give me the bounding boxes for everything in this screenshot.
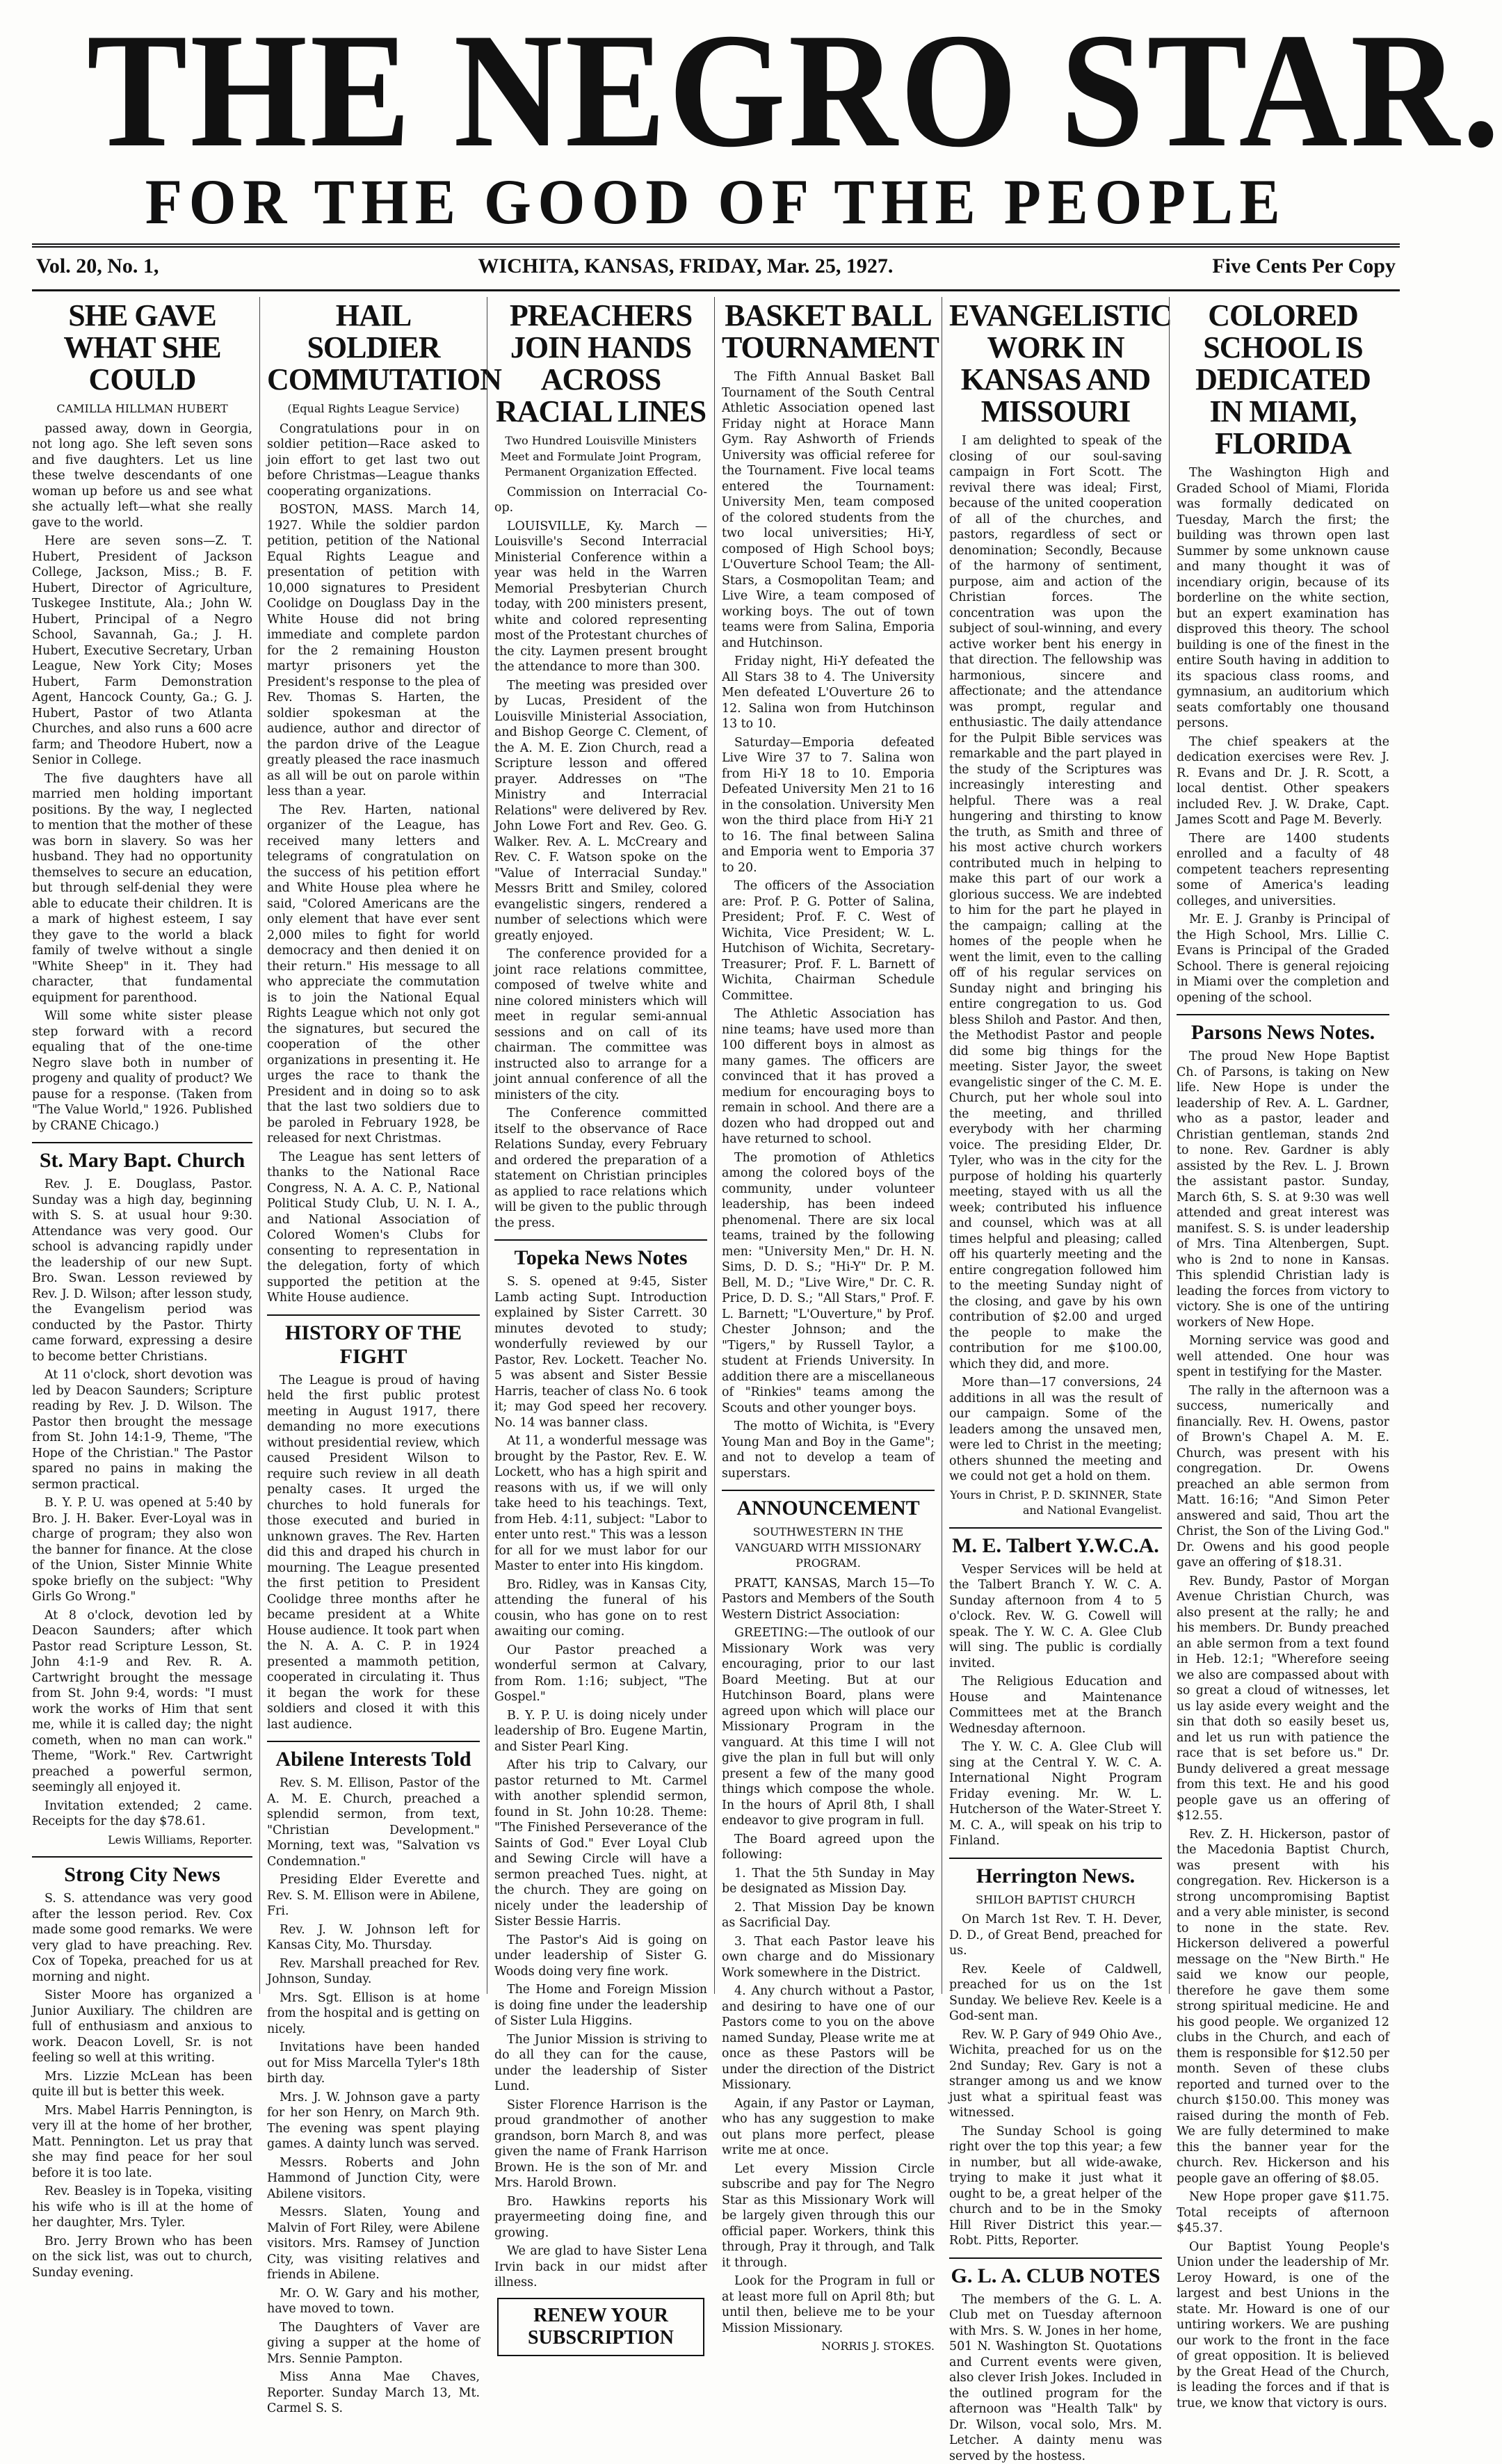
paragraph: Again, if any Pastor or Layman, who has any suggestion to make out plans more perfect, please write me at once.	[722, 2096, 935, 2159]
paragraph: At 11, a wonderful message was brought by the Pastor, Rev. E. W. Lockett, who has a high spirit and reasons with us, if we will only take heed to his teachings. Text, from Heb. 4:11, subject: "Labor to enter unto rest." This was a lesson for all for we must labor for our Master to enter into His kingdom.	[494, 1433, 707, 1575]
article-body	[267, 1775, 480, 2417]
paragraph: The Rev. Harten, national organizer of the League, has received many letters and telegrams of congratulation on the success of his petition effort and White House plea where he said, "Colored Americans are the only element that have ever sent 2,000 miles to fight for world democracy and then denied it on their return." His message to all who appreciate the commutation is to join the National Equal Rights League which not only got the signatures, but secured the cooperation of the other organizations in presenting it. He urges the race to thank the President and in doing so to ask that the last two soldiers due to be paroled in February 1928, be released for next Christmas.	[267, 803, 480, 1147]
paragraph: Mrs. Sgt. Ellison is at home from the hospital and is getting on nicely.	[267, 1990, 480, 2038]
paragraph: S. S. opened at 9:45, Sister Lamb acting Supt. Introduction explained by Sister Carrett. 30 minutes devoted to study; wonderfully reviewed by our Pastor, Rev. Lockett. Teacher No. 5 was absent and Sister Bessie Harris, teacher of class No. 6 took it; may God speed her recovery. No. 14 was banner class.	[494, 1274, 707, 1431]
paragraph: Presiding Elder Everette and Rev. S. M. Ellison were in Abilene, Fri.	[267, 1872, 480, 1919]
article-body	[949, 2292, 1162, 2464]
paragraph: Rev. J. W. Johnson left for Kansas City, Mo. Thursday.	[267, 1922, 480, 1954]
paragraph: Mrs. Lizzie McLean has been quite ill but is better this week.	[32, 2069, 252, 2100]
subhead-history: HISTORY OF THE FIGHT	[267, 1314, 480, 1369]
paragraph: The League is proud of having held the first public protest meeting in August 1917, there demanding no more executions without presidential review, which caused President Wilson to require such review in all death penalty cases. It urged the churches to hold funerals for those executed and buried in unknown graves. The Rev. Harten did this and draped his church in mourning. The League presented the first petition to President Coolidge three months after he became president at a White House audience. It took part when the N. A. A. C. P. in 1924 presented a mammoth petition, cooperated in circulating it. Thus it began the work for these soldiers and closed it with this last audience.	[267, 1373, 480, 1733]
paragraph: Mrs. J. W. Johnson gave a party for her son Henry, on March 9th. The evening was spent playing games. A dainty lunch was served.	[267, 2090, 480, 2152]
paragraph: Sister Moore has organized a Junior Auxiliary. The children are full of enthusiasm and anxious to work. Deacon Lovell, Sr. is not feeling so well at this writing.	[32, 1988, 252, 2066]
column-2	[259, 297, 487, 1994]
paragraph: Our Baptist Young People's Union under the leadership of Mr. Leroy Howard, is one of the largest and best Unions in the state. Mr. Howard is one of our untiring workers. We are pushing our work to the front in the face of great opposition. It is believed by the Great Head of the Church, is leading the forces and if that is true, we know that victory is ours.	[1177, 2239, 1389, 2412]
paragraph: Friday night, Hi-Y defeated the All Stars 38 to 4. The University Men defeated L'Ouverture 26 to 12. Salina won from Hutchinson 13 to 10.	[722, 654, 935, 732]
renew-subscription-box: RENEW YOUR SUBSCRIPTION	[497, 2298, 704, 2356]
volume-number: Vol. 20, No. 1,	[36, 255, 159, 278]
subhead-gla-club: G. L. A. CLUB NOTES	[949, 2257, 1162, 2288]
article-body	[267, 421, 480, 1306]
paragraph: The meeting was presided over by Lucas, President of the Louisville Ministerial Association, and Bishop George C. Clement, of the A. M. E. Zion Church, read a Scripture lesson and offered prayer. Addresses on "The Ministry and Interracial Relations" were delivered by Rev. John Lowe Fort and Rev. Geo. G. Walker. Rev. A. L. McCreary and Rev. C. F. Watson spoke on the "Value of Interracial Sunday." Messrs Britt and Smiley, colored evangelistic singers, rendered a number of selections which were greatly enjoyed.	[494, 678, 707, 944]
subhead-topeka: Topeka News Notes	[494, 1239, 707, 1270]
paragraph: S. S. attendance was very good after the lesson period. Rev. Cox made some good remarks. We were very glad to have preaching. Rev. Cox of Topeka, preached for us at morning and night.	[32, 1891, 252, 1985]
paragraph: At 8 o'clock, devotion led by Deacon Saunders; after which Pastor read Scripture Lesson, St. John 4:1-9 and Rev. R. A. Cartwright brought the message from St. John 9:4, words: "I must work the works of Him that sent me, while it is called day; the night cometh, when no man can work." Theme, "Work." Rev. Cartwright preached a powerful sermon, seemingly all enjoyed it.	[32, 1608, 252, 1796]
paragraph: Rev. Beasley is in Topeka, visiting his wife who is ill at the home of her daughter, Mrs. Tyler.	[32, 2184, 252, 2231]
paragraph: The conference provided for a joint race relations committee, composed of twelve white and nine colored ministers which will meet in regular semi-annual sessions and on call of its chairman. The committee was instructed also to arrange for a joint annual conference of all the ministers of the city.	[494, 947, 707, 1103]
column-4	[714, 297, 942, 1994]
byline-louisville: Two Hundred Louisville Ministers Meet and Formulate Joint Program, Permanent Organization Effected.	[494, 433, 707, 481]
paragraph: Our Pastor preached a wonderful sermon at Calvary, from Rom. 1:16; subject, "The Gospel."	[494, 1643, 707, 1705]
paragraph: The promotion of Athletics among the colored boys of the community, under volunteer leadership, has been indeed phenomenal. There are six local teams, trained by the following men: "University Men," Dr. H. N. Sims, D. D. S.; "Hi-Y" Dr. P. M. Bell, M. D.; "Live Wire," Dr. C. R. Price, D. D. S.; "All Stars," Prof. F. L. Barnett; "L'Ouverture," by Prof. Chester Johnson; and the "Tigers," by Russell Taylor, a student at Friends University. In addition there are a miscellaneous of "Rinkies" teams among the Scouts and other younger boys.	[722, 1150, 935, 1417]
subhead-herrington: Herrington News.	[949, 1858, 1162, 1888]
paragraph: The League has sent letters of thanks to the National Race Congress, N. A. A. C. P., National Political Study Club, U. N. I. A., and National Association of Colored Women's Clubs for consenting to representation in the delegation, forty of which supported the petition at the White House audience.	[267, 1150, 480, 1306]
article-body	[267, 1373, 480, 1733]
headline-she-gave: SHE GAVE WHAT SHE COULD	[32, 300, 252, 396]
column-5	[942, 297, 1169, 1994]
paragraph: The Junior Mission is striving to do all they can for the cause, under the leadership of Sister Lund.	[494, 2032, 707, 2095]
paragraph: After his trip to Calvary, our pastor returned to Mt. Carmel with another splendid sermon, found in St. John 10:28. Theme: "The Finished Perseverance of the Saints of God." Ever Loyal Club and Sewing Circle will have a sermon preached Tues. night, at the church. They are going on nicely under the leadership of Sister Bessie Harris.	[494, 1757, 707, 1930]
paragraph: Rev. Z. H. Hickerson, pastor of the Macedonia Baptist Church, was present with his congregation. Rev. Hickerson is a strong uncompromising Baptist and a very able minister, is second to none in the state. Rev. Hickerson delivered a powerful message on the "New Birth." He said we know our people, therefore he gave them some strong spiritual medicine. He and his good people. We organized 12 clubs in the Church, and each of them is responsible for $12.50 per month. Seven of these clubs reported and turned over to the church $150.00. This money was raised during the month of Feb. We are fully determined to make this the banner year for the church. Rev. Hickerson and his people gave an offering of $8.05.	[1177, 1827, 1389, 2187]
paragraph: The Fifth Annual Basket Ball Tournament of the South Central Athletic Association opened last Friday night at Horace Mann Gym. Ray Ashworth of Friends University was official referee for the Tournament. Five local teams entered the Tournament: University Men, team composed of the colored students from the two local universities; Hi-Y, composed of High School boys; L'Ouverture School Team; the All-Stars, a Cosmopolitan Team; and Live Wire, a team composed of working boys. The out of town teams were from Salina, Emporia and Hutchinson.	[722, 369, 935, 651]
paragraph: Invitation extended; 2 came. Receipts for the day $78.61.	[32, 1798, 252, 1830]
paragraph: PRATT, KANSAS, March 15—To Pastors and Members of the South Western District Association:	[722, 1576, 935, 1623]
paragraph: Bro. Hawkins reports his prayermeeting doing fine, and growing.	[494, 2194, 707, 2241]
headline-evangelistic: EVANGELISTIC WORK IN KANSAS AND MISSOURI	[949, 300, 1162, 428]
paragraph: The motto of Wichita, is "Every Young Man and Boy in the Game"; and not to develop a team of superstars.	[722, 1419, 935, 1481]
paragraph: LOUISVILLE, Ky. March — Louisville's Second Interracial Ministerial Conference within a year was held in the Warren Memorial Presbyterian Church today, with 200 ministers present, white and colored representing most of the Protestant churches of the city. Laymen present brought the attendance to more than 300.	[494, 519, 707, 675]
paragraph: passed away, down in Georgia, not long ago. She left seven sons and five daughters. Let us line these twelve descendants of one woman up before us and see what she actually left—what she really gave to the world.	[32, 421, 252, 531]
paragraph: The Board agreed upon the following:	[722, 1832, 935, 1863]
column-3	[487, 297, 714, 1994]
article-body	[949, 433, 1162, 1485]
paragraph: On March 1st Rev. T. H. Dever, D. D., of Great Bend, preached for us.	[949, 1912, 1162, 1959]
article-body	[722, 369, 935, 1481]
masthead-subtitle: FOR THE GOOD OF THE PEOPLE	[66, 168, 1366, 235]
subhead-ywca: M. E. Talbert Y.W.C.A.	[949, 1527, 1162, 1558]
paragraph: BOSTON, MASS. March 14, 1927. While the soldier pardon petition, petition of the National Equal Rights League and presentation of petition with 10,000 signatures to President Coolidge on Douglass Day in the White House did not bring immediate and complete pardon for the 2 remaining Houston martyr prisoners yet the President's response to the plea of Rev. Thomas S. Harten, the soldier spokesman at the audience, author and director of the pardon drive of the League greatly pleased the race inasmuch as all will be out on parole within less than a year.	[267, 502, 480, 800]
article-body	[949, 1912, 1162, 2249]
price: Five Cents Per Copy	[1212, 255, 1396, 278]
article-body	[949, 1562, 1162, 1849]
paragraph: The Y. W. C. A. Glee Club will sing at the Central Y. W. C. A. International Night Program Friday evening. Mr. W. L. Hutcherson of the Water-Street Y. M. C. A., will speak on his trip to Finland.	[949, 1739, 1162, 1849]
byline-league: (Equal Rights League Service)	[267, 401, 480, 417]
masthead	[32, 14, 1400, 243]
paragraph: B. Y. P. U. was opened at 5:40 by Bro. J. H. Baker. Ever-Loyal was in charge of program; they also won the banner for finance. At the close of the Union, Sister Minnie White spoke briefly on the subject: "Why Girls Go Wrong."	[32, 1495, 252, 1605]
paragraph: Mrs. Mabel Harris Pennington, is very ill at the home of her brother, Matt. Pennington. Let us pray that she may find peace for her soul before it is too late.	[32, 2103, 252, 2182]
paragraph: We are glad to have Sister Lena Irvin back in our midst after illness.	[494, 2244, 707, 2291]
paragraph: The members of the G. L. A. Club met on Tuesday afternoon with Mrs. S. W. Jones in her home, 501 N. Washington St. Quotations and Current events were given, also clever Irish Jokes. Included in the outlined program for the afternoon was "Health Talk" by Dr. Wilson, vocal solo, Mrs. M. Letcher. A dainty menu was served by the hostess.	[949, 2292, 1162, 2464]
paragraph: Rev. Marshall preached for Rev. Johnson, Sunday.	[267, 1956, 480, 1988]
paragraph: Commission on Interracial Co-op.	[494, 485, 707, 516]
paragraph: The Sunday School is going right over the top this year; a few in number, but all wide-awake, trying to make it just what it ought to be, a great helper of the church and to be in the Smoky Hill River District this year.—Robt. Pitts, Reporter.	[949, 2124, 1162, 2249]
byline-camilla: CAMILLA HILLMAN HUBERT	[32, 401, 252, 417]
article-body	[32, 421, 252, 1134]
paragraph: More than—17 conversions, 24 additions in all was the result of our campaign. Some of the leaders among the unsaved men, were led to Christ in the meeting; others shunned the meeting and we could not get a hold on them.	[949, 1375, 1162, 1485]
subhead-st-mary: St. Mary Bapt. Church	[32, 1142, 252, 1173]
paragraph: The Religious Education and House and Maintenance Committees met at the Branch Wednesday afternoon.	[949, 1674, 1162, 1737]
byline-shiloh: SHILOH BAPTIST CHURCH	[949, 1892, 1162, 1908]
paragraph: Here are seven sons—Z. T. Hubert, President of Jackson College, Jackson, Miss.; B. F. Hubert, Director of Agriculture, Tuskegee Institute, Ala.; John W. Hubert, Principal of a Negro School, Savannah, Ga.; J. H. Hubert, Executive Secretary, Urban League, New York City; Moses Hubert, Farm Demonstration Agent, Hancock County, Ga.; G. J. Hubert, Pastor of two Atlanta Churches, and also runs a 600 acre farm; and Theodore Hubert, now a Senior in College.	[32, 533, 252, 768]
headline-basketball: BASKET BALL TOURNAMENT	[722, 300, 935, 364]
dateline	[32, 252, 1400, 291]
paragraph: Messrs. Roberts and John Hammond of Junction City, were Abilene visitors.	[267, 2155, 480, 2203]
paragraph: The five daughters have all married men holding important positions. By the way, I neglected to mention that the mother of these was born in slavery. So was her husband. They had no opportunity themselves to secure an education, but through self-denial they were able to educate their children. It is a mark of highest esteem, I say they gave to the world a black family of twelve without a single "White Sheep" in it. They had character, that fundamental equipment for parenthood.	[32, 771, 252, 1006]
article-body	[722, 1576, 935, 2337]
columns	[32, 297, 1400, 1994]
paragraph: Will some white sister please step forward with a record equaling that of the one-time Negro slave both in number of progeny and quality of product? We pause for a response. (Taken from "The Value World," 1926. Published by CRANE Chicago.)	[32, 1008, 252, 1134]
paragraph: The Washington High and Graded School of Miami, Florida was formally dedicated on Tuesday, March the first; the building was thrown open last Summer by some unknown cause and many thought it was of incendiary origin, because of its borderline on the white section, but an expert examination has disproved this theory. The school building is one of the finest in the entire South having in addition to its spacious class rooms, and gymnasium, an auditorium which seats comfortably one thousand persons.	[1177, 465, 1389, 732]
paragraph: There are 1400 students enrolled and a faculty of 48 competent teachers representing some of America's leading colleges, and universities.	[1177, 831, 1389, 910]
article-body	[32, 1177, 252, 1830]
article-body	[1177, 1049, 1389, 2411]
paragraph: The Daughters of Vaver are giving a supper at the home of Mrs. Sennie Pampton.	[267, 2320, 480, 2367]
paragraph: Messrs. Slaten, Young and Malvin of Fort Riley, were Abilene visitors. Mrs. Ramsey of Junction City, was visiting relatives and friends in Abilene.	[267, 2205, 480, 2283]
headline-miami-school: COLORED SCHOOL IS DEDICATED IN MIAMI, FLORIDA	[1177, 300, 1389, 460]
paragraph: Let every Mission Circle subscribe and pay for The Negro Star as this Missionary Work will be largely given through this our official paper. Workers, think this through, Pray it through, and Talk it through.	[722, 2161, 935, 2271]
paragraph: Mr. E. J. Granby is Principal of the High School, Mrs. Lillie C. Evans is Principal of the Graded School. There is general rejoicing in Miami over the completion and opening of the school.	[1177, 912, 1389, 1006]
paragraph: Sister Florence Harrison is the proud grandmother of another grandson, born March 8, and was given the name of Frank Harrison Brown. He is the son of Mr. and Mrs. Harold Brown.	[494, 2097, 707, 2191]
signature-skinner: Yours in Christ, P. D. SKINNER, State and National Evangelist.	[949, 1488, 1162, 1519]
column-6	[1169, 297, 1396, 1994]
paragraph: Vesper Services will be held at the Talbert Branch Y. W. C. A. Sunday afternoon from 4 to 5 o'clock. Rev. W. G. Cowell will speak. The Y. W. C. A. Glee Club will sing. The public is cordially invited.	[949, 1562, 1162, 1672]
subhead-announcement: ANNOUNCEMENT	[722, 1490, 935, 1520]
paragraph: 1. That the 5th Sunday in May be designated as Mission Day.	[722, 1866, 935, 1897]
paragraph: B. Y. P. U. is doing nicely under leadership of Bro. Eugene Martin, and Sister Pearl King.	[494, 1708, 707, 1755]
paragraph: Bro. Ridley, was in Kansas City, attending the funeral of his cousin, who has gone on to rest awaiting our coming.	[494, 1577, 707, 1640]
headline-preachers: PREACHERS JOIN HANDS ACROSS RACIAL LINES	[494, 300, 707, 428]
paragraph: The Athletic Association has nine teams; have used more than 100 different boys in almost as many games. The officers are convinced that it has proved a medium for encouraging boys to remain in school. And there are a dozen who had dropped out and have returned to school.	[722, 1006, 935, 1148]
paragraph: The rally in the afternoon was a success, numerically and financially. Rev. H. Owens, pastor of Brown's Chapel A. M. E. Church, was present with his congregation. Dr. Owens preached an able sermon from Matt. 16:16; "And Simon Peter answered and said, Thou art the Christ, the Son of the Living God." Dr. Owens and his good people gave an offering of $18.31.	[1177, 1383, 1389, 1571]
paragraph: I am delighted to speak of the closing of our soul-saving campaign in Fort Scott. The revival there was ideal; First, because of the united cooperation of all of the churches, and pastors, regardless of sect or denomination; Secondly, Because of the harmony of sentiment, purpose, aim and action of the Christian forces. The concentration was upon the subject of soul-winning, and every active worker bent his energy in that direction. The fellowship was harmonious, sincere and affectionate; and the attendance was prompt, regular and enthusiastic. The daily attendance for the Pulpit Bible services was remarkable and the part played in the study of the Scriptures was increasingly interesting and helpful. There was a real hungering and thirsting to know the truth, as Smith and three of his most active church workers contributed much in helping to make this part of our work a glorious success. We are indebted to him for the part he played in the campaign; calling at the homes of the people when he went the limit, even to the calling off of his regular services on Sunday night and bringing his entire congregation to us. God bless Shiloh and Pastor. And then, the Methodist Pastor and people did some big things for the meeting. Sister Jayor, the sweet evangelistic singer of the C. M. E. Church, put her whole soul into the meeting, and thrilled everybody with her charming voice. The presiding Elder, Dr. Tyler, who was in the city for the purpose of holding his quarterly meeting, stayed with us all the week; contributed his influence and counsel, which was at all times helpful and pleasing; called off his quarterly meeting and the entire congregation followed him to the meeting Sunday night of the closing, and gave by his own contribution of $2.00 and urged the people to make the contribution for me $100.00, which they did, and more.	[949, 433, 1162, 1372]
paragraph: At 11 o'clock, short devotion was led by Deacon Saunders; Scripture reading by Rev. J. D. Wilson. The Pastor then brought the message from St. John 14:1-9, Theme, "The Hope of the Christian." The Pastor spared no pains in making the sermon practical.	[32, 1367, 252, 1492]
paragraph: Congratulations pour in on soldier petition—Race asked to join effort to get last two out before Christmas—League thanks cooperating organizations.	[267, 421, 480, 500]
article-body	[1177, 465, 1389, 1006]
paragraph: Rev. J. E. Douglass, Pastor. Sunday was a high day, beginning with S. S. at usual hour 9:30. Attendance was very good. Our school is advancing rapidly under the leadership of our new Supt. Bro. Swan. Lesson reviewed by Rev. J. D. Wilson; after lesson study, the Evangelism period was conducted by the Pastor. Thirty came forward, expressing a desire to become better Christians.	[32, 1177, 252, 1364]
paragraph: The Home and Foreign Mission is doing fine under the leadership of Sister Lula Higgins.	[494, 1982, 707, 2029]
paragraph: 2. That Mission Day be known as Sacrificial Day.	[722, 1900, 935, 1931]
masthead-title: THE NEGRO STAR.	[87, 14, 1346, 168]
reporter-signature: Lewis Williams, Reporter.	[32, 1833, 252, 1849]
paragraph: The proud New Hope Baptist Ch. of Parsons, is taking on New life. New Hope is under the leadership of Rev. A. L. Gardner, who as a pastor, leader and Christian gentleman, stands 2nd to none. Rev. Gardner is ably assisted by the Rev. L. J. Brown the assistant pastor. Sunday, March 6th, S. S. at 9:30 was well attended and great interest was manifest. S. S. is under leadership of Mrs. Tina Altenbergen, Supt. who is 2nd to none in Kansas. This splendid Christian lady is leading the forces from victory to victory. She is one of the untiring workers of New Hope.	[1177, 1049, 1389, 1330]
paragraph: Bro. Jerry Brown who has been on the sick list, was out to church, Sunday evening.	[32, 2234, 252, 2281]
paragraph: 4. Any church without a Pastor, and desiring to have one of our Pastors come to you on the above named Sunday, Please write me at once as these Pastors will be under the direction of the District Missionary.	[722, 1983, 935, 2093]
paragraph: Look for the Program in full or at least more full on April 8th; but until then, believe me to be your Mission Missionary.	[722, 2273, 935, 2336]
masthead-rule	[32, 243, 1400, 248]
place-date: WICHITA, KANSAS, FRIDAY, Mar. 25, 1927.	[478, 255, 893, 278]
column-1	[32, 297, 259, 1994]
subhead-parsons: Parsons News Notes.	[1177, 1014, 1389, 1045]
paragraph: Saturday—Emporia defeated Live Wire 37 to 7. Salina won from Hi-Y 18 to 10. Emporia Defeated University Men 21 to 16 in the consolation. University Men won the third place from Hi-Y 21 to 16. The final between Salina and Emporia went to Emporia 37 to 20.	[722, 735, 935, 876]
article-body	[494, 485, 707, 1232]
paragraph: Rev. Keele of Caldwell, preached for us on the 1st Sunday. We believe Rev. Keele is a God-sent man.	[949, 1962, 1162, 2024]
paragraph: Rev. Bundy, Pastor of Morgan Avenue Christian Church, was also present at the rally; he and his members. Dr. Bundy preached an able sermon from a text found in Heb. 12:1; "Wherefore seeing we also are compassed about with so great a cloud of witnesses, let us lay aside every weight and the sin that doth so easily beset us, and let us run with patience the race that is set before us." Dr. Bundy delivered a great message from this text. He and his good people gave us an offering of $12.55.	[1177, 1574, 1389, 1824]
paragraph: 3. That each Pastor leave his own charge and do Missionary Work somewhere in the District.	[722, 1934, 935, 1981]
paragraph: The chief speakers at the dedication exercises were Rev. J. R. Evans and Dr. J. R. Scott, a local dentist. Other speakers included Rev. J. W. Drake, Capt. James Scott and Page M. Beverly.	[1177, 734, 1389, 828]
paragraph: Invitations have been handed out for Miss Marcella Tyler's 18th birth day.	[267, 2040, 480, 2087]
headline-soldier: HAIL SOLDIER COMMUTATION	[267, 300, 480, 396]
paragraph: The officers of the Association are: Prof. P. G. Potter of Salina, President; Prof. F. C. West of Wichita, Vice President; W. L. Hutchison of Wichita, Secretary-Treasurer; Prof. F. L. Barnett of Wichita, Chairman Schedule Committee.	[722, 878, 935, 1004]
paragraph: The Conference committed itself to the observance of Race Relations Sunday, every February and ordered the preparation of a statement on Christian principles as applied to race relations which will be given to the public through the press.	[494, 1106, 707, 1231]
byline-southwestern: SOUTHWESTERN IN THE VANGUARD WITH MISSIONARY PROGRAM.	[722, 1524, 935, 1572]
paragraph: Rev. S. M. Ellison, Pastor of the A. M. E. Church, preached a splendid sermon, from text, "Christian Development." Morning, text was, "Salvation vs Condemnation."	[267, 1775, 480, 1869]
signature-stokes: NORRIS J. STOKES.	[722, 2339, 935, 2355]
paragraph: Morning service was good and well attended. One hour was spent in testifying for the Master.	[1177, 1333, 1389, 1380]
paragraph: New Hope proper gave $11.75. Total receipts of afternoon $45.37.	[1177, 2189, 1389, 2237]
paragraph: Mr. O. W. Gary and his mother, have moved to town.	[267, 2286, 480, 2317]
article-body	[32, 1891, 252, 2280]
paragraph: Miss Anna Mae Chaves, Reporter. Sunday March 13, Mt. Carmel S. S.	[267, 2369, 480, 2417]
paragraph: GREETING:—The outlook of our Missionary Work was very encouraging, prior to our last Board Meeting. But at our Hutchinson Board, plans were agreed upon which will place our Missionary Program in the vanguard. At this time I will not give the plan in full but will only present a few of the many good things which compose the whole. In the hours of April 8th, I shall endeavor to give program in full.	[722, 1625, 935, 1829]
paragraph: The Pastor's Aid is going on under leadership of Sister G. Woods doing very fine work.	[494, 1933, 707, 1980]
subhead-strong-city: Strong City News	[32, 1856, 252, 1887]
subhead-abilene: Abilene Interests Told	[267, 1741, 480, 1771]
paragraph: Rev. W. P. Gary of 949 Ohio Ave., Wichita, preached for us on the 2nd Sunday; Rev. Gary is not a stranger among us and we know just what a spiritual feast was witnessed.	[949, 2027, 1162, 2121]
article-body	[494, 1274, 707, 2291]
